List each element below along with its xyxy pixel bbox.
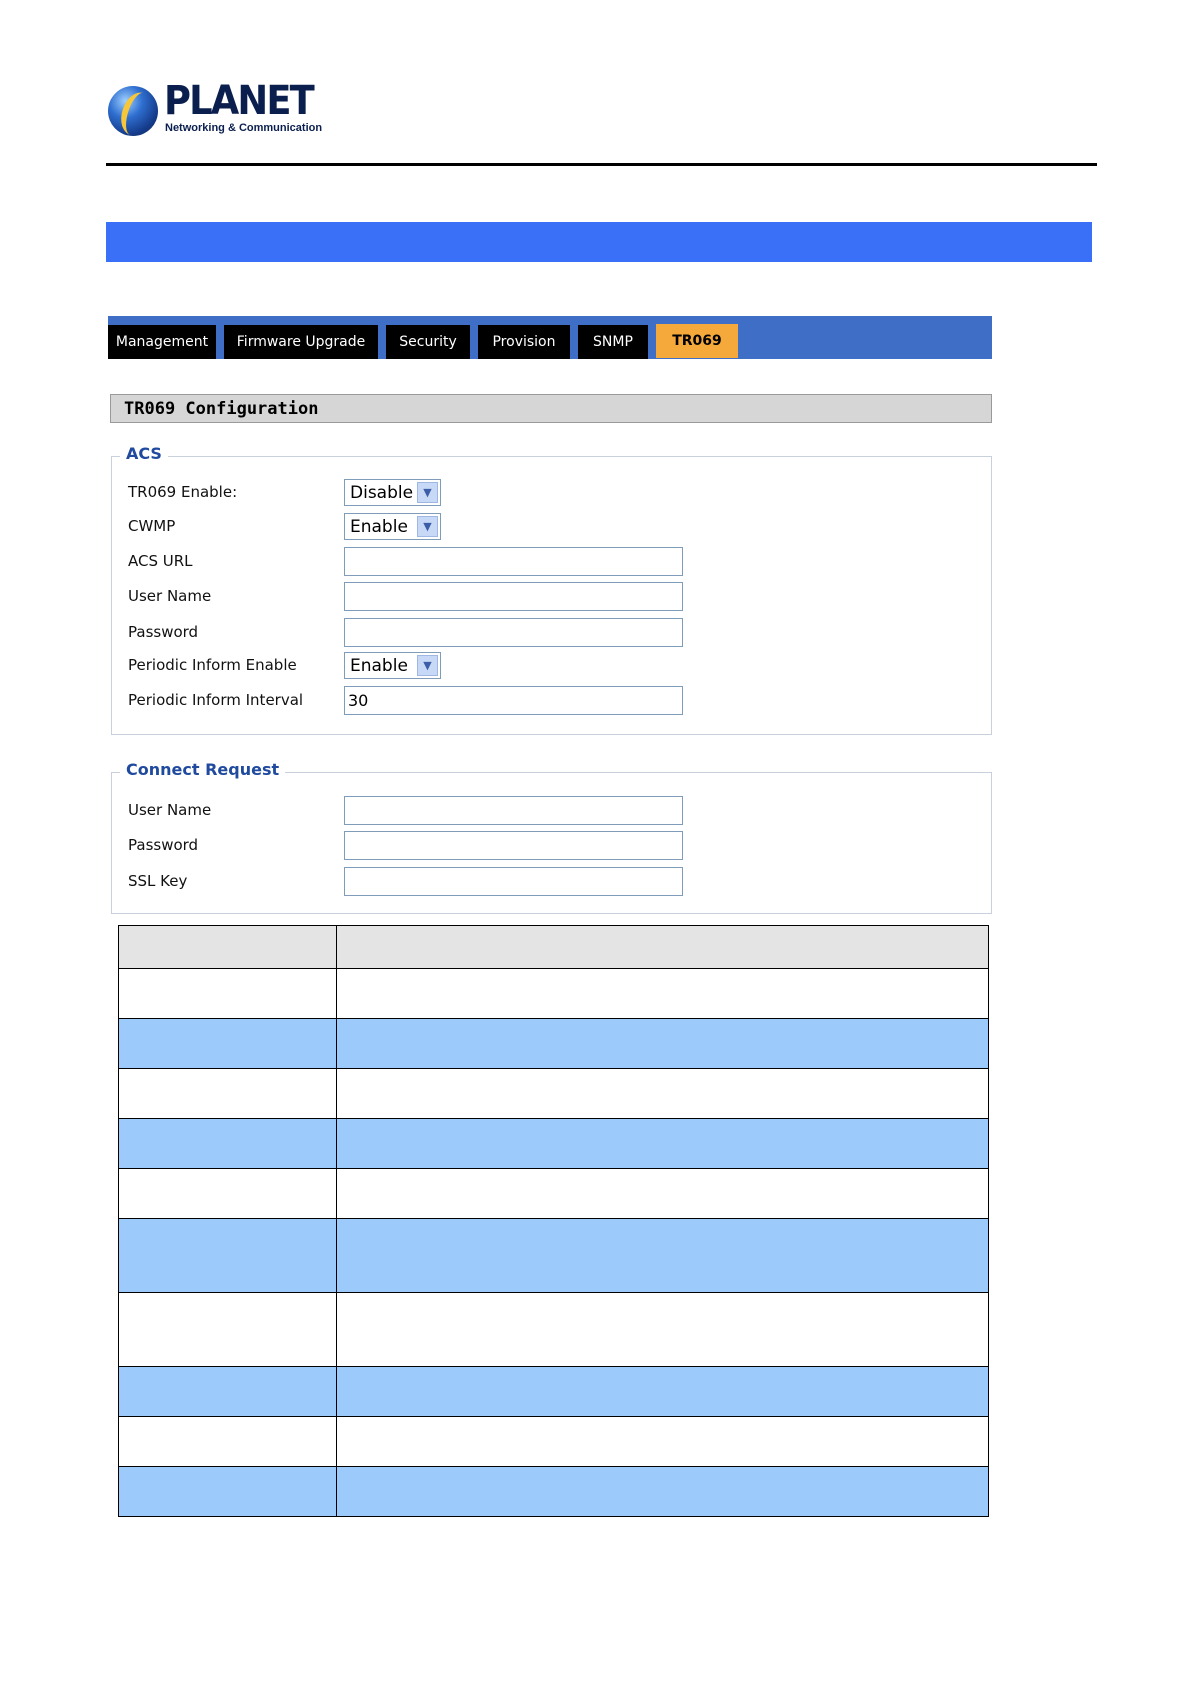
table-header-row — [119, 926, 989, 969]
table-header-cell — [119, 926, 337, 969]
tab-security[interactable]: Security — [386, 325, 470, 359]
table-header-cell — [337, 926, 989, 969]
cwmp-value: Enable — [350, 516, 408, 537]
tab-snmp[interactable]: SNMP — [578, 325, 648, 359]
acs-legend: ACS — [120, 444, 168, 463]
table-row — [119, 1417, 989, 1467]
header-divider — [106, 163, 1097, 166]
connect-password-label: Password — [128, 836, 199, 854]
table-cell — [119, 1019, 337, 1069]
table-cell — [119, 1069, 337, 1119]
acs-url-label: ACS URL — [128, 552, 193, 570]
tab-bar — [108, 316, 992, 359]
logo-tagline: Networking & Communication — [165, 122, 323, 134]
table-row — [119, 1119, 989, 1169]
table-cell — [119, 1367, 337, 1417]
table-cell — [119, 1219, 337, 1293]
tr069-enable-value: Disable — [350, 482, 414, 503]
table-row — [119, 1367, 989, 1417]
table-cell — [119, 969, 337, 1019]
tab-provision[interactable]: Provision — [478, 325, 570, 359]
table-cell — [119, 1169, 337, 1219]
connect-user-name-input[interactable] — [344, 796, 683, 825]
connect-user-name-label: User Name — [128, 801, 212, 819]
periodic-inform-enable-select[interactable] — [344, 652, 441, 679]
table-cell — [337, 1219, 989, 1293]
periodic-inform-enable-label: Periodic Inform Enable — [128, 656, 297, 674]
parameter-table — [118, 925, 989, 1517]
connect-request-section — [111, 760, 992, 914]
table-cell — [337, 1019, 989, 1069]
table-cell — [337, 1293, 989, 1367]
table-cell — [337, 1169, 989, 1219]
table-row — [119, 969, 989, 1019]
chevron-down-icon: ▼ — [417, 655, 438, 676]
ssl-key-input[interactable] — [344, 867, 683, 896]
planet-logo — [108, 78, 323, 138]
tab-tr069[interactable]: TR069 — [656, 324, 738, 358]
connect-password-input[interactable] — [344, 831, 683, 860]
periodic-inform-interval-label: Periodic Inform Interval — [128, 691, 304, 709]
table-cell — [337, 1367, 989, 1417]
tr069-enable-label: TR069 Enable: — [128, 483, 238, 501]
ssl-key-label: SSL Key — [128, 872, 188, 890]
acs-user-name-input[interactable] — [344, 582, 683, 611]
table-cell — [119, 1467, 337, 1517]
table-cell — [119, 1417, 337, 1467]
table-cell — [337, 1467, 989, 1517]
table-cell — [337, 1417, 989, 1467]
cwmp-select[interactable] — [344, 513, 441, 540]
acs-url-input[interactable] — [344, 547, 683, 576]
cwmp-label: CWMP — [128, 517, 176, 535]
periodic-inform-interval-input[interactable]: 30 — [344, 686, 683, 715]
table-cell — [337, 969, 989, 1019]
page-title: TR069 Configuration — [110, 394, 992, 423]
connect-request-legend: Connect Request — [120, 760, 285, 779]
table-row — [119, 1169, 989, 1219]
acs-password-label: Password — [128, 623, 199, 641]
acs-section — [111, 444, 992, 735]
table-cell — [337, 1069, 989, 1119]
acs-password-input[interactable] — [344, 618, 683, 647]
chevron-down-icon: ▼ — [417, 516, 438, 537]
tab-firmware-upgrade[interactable]: Firmware Upgrade — [224, 325, 378, 359]
acs-user-name-label: User Name — [128, 587, 212, 605]
section-banner — [106, 222, 1092, 262]
table-row — [119, 1293, 989, 1367]
table-row — [119, 1019, 989, 1069]
logo-wordmark: PLANET — [164, 78, 313, 124]
table-cell — [119, 1119, 337, 1169]
tr069-enable-select[interactable] — [344, 479, 441, 506]
table-cell — [337, 1119, 989, 1169]
tab-management[interactable]: Management — [108, 325, 216, 359]
table-row — [119, 1069, 989, 1119]
chevron-down-icon: ▼ — [417, 482, 438, 503]
table-row — [119, 1219, 989, 1293]
table-cell — [119, 1293, 337, 1367]
table-row — [119, 1467, 989, 1517]
periodic-inform-enable-value: Enable — [350, 655, 408, 676]
